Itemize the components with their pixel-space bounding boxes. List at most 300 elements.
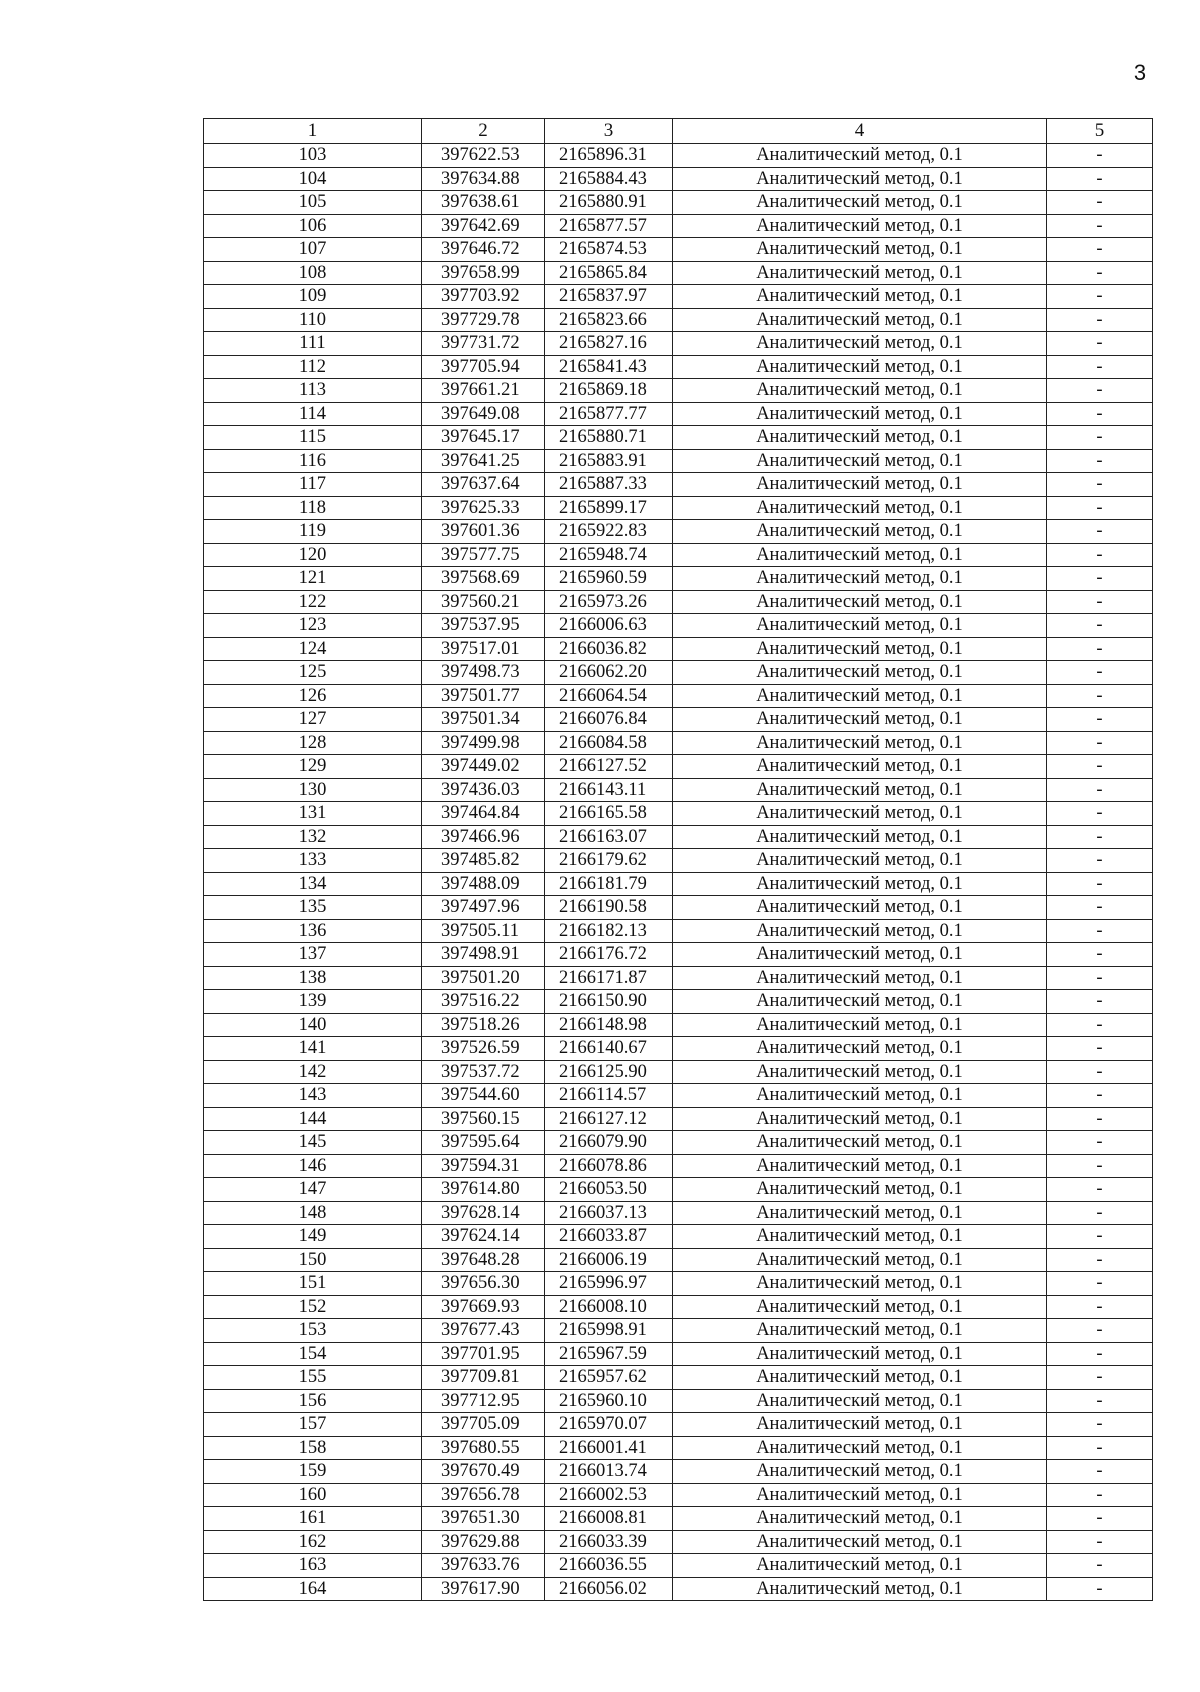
- method-cell: Аналитический метод, 0.1: [673, 214, 1047, 238]
- x-coordinate-cell: 397712.95: [422, 1389, 545, 1413]
- x-coordinate-cell: 397669.93: [422, 1295, 545, 1319]
- x-coordinate-cell: 397594.31: [422, 1154, 545, 1178]
- x-coordinate-cell: 397568.69: [422, 567, 545, 591]
- table-row: [204, 778, 1153, 802]
- y-coordinate-cell: 2166179.62: [545, 849, 673, 873]
- method-cell: Аналитический метод, 0.1: [673, 684, 1047, 708]
- point-number-cell: 132: [204, 825, 422, 849]
- x-coordinate-cell: 397464.84: [422, 802, 545, 826]
- point-number-cell: 125: [204, 661, 422, 685]
- y-coordinate-cell: 2166190.58: [545, 896, 673, 920]
- table-row: [204, 614, 1153, 638]
- empty-value-cell: -: [1047, 167, 1153, 191]
- y-coordinate-cell: 2165967.59: [545, 1342, 673, 1366]
- x-coordinate-cell: 397646.72: [422, 238, 545, 262]
- table-row: [204, 449, 1153, 473]
- empty-value-cell: -: [1047, 191, 1153, 215]
- x-coordinate-cell: 397544.60: [422, 1084, 545, 1108]
- y-coordinate-cell: 2166062.20: [545, 661, 673, 685]
- method-cell: Аналитический метод, 0.1: [673, 896, 1047, 920]
- empty-value-cell: -: [1047, 1037, 1153, 1061]
- table-row: [204, 1366, 1153, 1390]
- empty-value-cell: -: [1047, 285, 1153, 309]
- y-coordinate-cell: 2165970.07: [545, 1413, 673, 1437]
- point-number-cell: 164: [204, 1577, 422, 1601]
- table-row: [204, 708, 1153, 732]
- empty-value-cell: -: [1047, 449, 1153, 473]
- method-cell: Аналитический метод, 0.1: [673, 1460, 1047, 1484]
- method-cell: Аналитический метод, 0.1: [673, 1554, 1047, 1578]
- point-number-cell: 152: [204, 1295, 422, 1319]
- x-coordinate-cell: 397505.11: [422, 919, 545, 943]
- method-cell: Аналитический метод, 0.1: [673, 1389, 1047, 1413]
- y-coordinate-cell: 2165880.91: [545, 191, 673, 215]
- table-row: [204, 1154, 1153, 1178]
- y-coordinate-cell: 2166127.12: [545, 1107, 673, 1131]
- x-coordinate-cell: 397436.03: [422, 778, 545, 802]
- point-number-cell: 104: [204, 167, 422, 191]
- method-cell: Аналитический метод, 0.1: [673, 1413, 1047, 1437]
- table-row: [204, 1483, 1153, 1507]
- table-row: [204, 379, 1153, 403]
- y-coordinate-cell: 2165874.53: [545, 238, 673, 262]
- x-coordinate-cell: 397705.09: [422, 1413, 545, 1437]
- point-number-cell: 150: [204, 1248, 422, 1272]
- x-coordinate-cell: 397501.20: [422, 966, 545, 990]
- y-coordinate-cell: 2166006.63: [545, 614, 673, 638]
- point-number-cell: 147: [204, 1178, 422, 1202]
- method-cell: Аналитический метод, 0.1: [673, 1154, 1047, 1178]
- y-coordinate-cell: 2166002.53: [545, 1483, 673, 1507]
- empty-value-cell: -: [1047, 1060, 1153, 1084]
- y-coordinate-cell: 2166114.57: [545, 1084, 673, 1108]
- y-coordinate-cell: 2166053.50: [545, 1178, 673, 1202]
- empty-value-cell: -: [1047, 1507, 1153, 1531]
- method-cell: Аналитический метод, 0.1: [673, 191, 1047, 215]
- table-row: [204, 426, 1153, 450]
- point-number-cell: 153: [204, 1319, 422, 1343]
- empty-value-cell: -: [1047, 355, 1153, 379]
- point-number-cell: 109: [204, 285, 422, 309]
- point-number-cell: 142: [204, 1060, 422, 1084]
- table-row: [204, 520, 1153, 544]
- empty-value-cell: -: [1047, 332, 1153, 356]
- empty-value-cell: -: [1047, 896, 1153, 920]
- column-header-2: 2: [422, 119, 545, 144]
- table-row: [204, 144, 1153, 168]
- x-coordinate-cell: 397709.81: [422, 1366, 545, 1390]
- method-cell: Аналитический метод, 0.1: [673, 1060, 1047, 1084]
- table-row: [204, 1295, 1153, 1319]
- y-coordinate-cell: 2165998.91: [545, 1319, 673, 1343]
- empty-value-cell: -: [1047, 308, 1153, 332]
- method-cell: Аналитический метод, 0.1: [673, 943, 1047, 967]
- point-number-cell: 105: [204, 191, 422, 215]
- empty-value-cell: -: [1047, 990, 1153, 1014]
- table-row: [204, 1460, 1153, 1484]
- empty-value-cell: -: [1047, 1436, 1153, 1460]
- y-coordinate-cell: 2165865.84: [545, 261, 673, 285]
- x-coordinate-cell: 397537.95: [422, 614, 545, 638]
- y-coordinate-cell: 2166182.13: [545, 919, 673, 943]
- table-row: [204, 1225, 1153, 1249]
- empty-value-cell: -: [1047, 1084, 1153, 1108]
- x-coordinate-cell: 397498.73: [422, 661, 545, 685]
- empty-value-cell: -: [1047, 1295, 1153, 1319]
- point-number-cell: 162: [204, 1530, 422, 1554]
- x-coordinate-cell: 397638.61: [422, 191, 545, 215]
- table-row: [204, 849, 1153, 873]
- table-row: [204, 543, 1153, 567]
- method-cell: Аналитический метод, 0.1: [673, 520, 1047, 544]
- y-coordinate-cell: 2165837.97: [545, 285, 673, 309]
- method-cell: Аналитический метод, 0.1: [673, 496, 1047, 520]
- table-row: [204, 308, 1153, 332]
- method-cell: Аналитический метод, 0.1: [673, 402, 1047, 426]
- empty-value-cell: -: [1047, 731, 1153, 755]
- point-number-cell: 117: [204, 473, 422, 497]
- y-coordinate-cell: 2166079.90: [545, 1131, 673, 1155]
- empty-value-cell: -: [1047, 144, 1153, 168]
- table-row: [204, 755, 1153, 779]
- empty-value-cell: -: [1047, 966, 1153, 990]
- point-number-cell: 140: [204, 1013, 422, 1037]
- method-cell: Аналитический метод, 0.1: [673, 1037, 1047, 1061]
- x-coordinate-cell: 397677.43: [422, 1319, 545, 1343]
- y-coordinate-cell: 2166165.58: [545, 802, 673, 826]
- y-coordinate-cell: 2166078.86: [545, 1154, 673, 1178]
- empty-value-cell: -: [1047, 1201, 1153, 1225]
- x-coordinate-cell: 397501.34: [422, 708, 545, 732]
- method-cell: Аналитический метод, 0.1: [673, 1319, 1047, 1343]
- table-row: [204, 1272, 1153, 1296]
- method-cell: Аналитический метод, 0.1: [673, 614, 1047, 638]
- empty-value-cell: -: [1047, 520, 1153, 544]
- point-number-cell: 157: [204, 1413, 422, 1437]
- y-coordinate-cell: 2166056.02: [545, 1577, 673, 1601]
- table-row: [204, 402, 1153, 426]
- table-row: [204, 825, 1153, 849]
- point-number-cell: 116: [204, 449, 422, 473]
- x-coordinate-cell: 397705.94: [422, 355, 545, 379]
- method-cell: Аналитический метод, 0.1: [673, 919, 1047, 943]
- point-number-cell: 160: [204, 1483, 422, 1507]
- x-coordinate-cell: 397624.14: [422, 1225, 545, 1249]
- method-cell: Аналитический метод, 0.1: [673, 285, 1047, 309]
- x-coordinate-cell: 397498.91: [422, 943, 545, 967]
- x-coordinate-cell: 397731.72: [422, 332, 545, 356]
- method-cell: Аналитический метод, 0.1: [673, 238, 1047, 262]
- x-coordinate-cell: 397518.26: [422, 1013, 545, 1037]
- table-row: [204, 1084, 1153, 1108]
- point-number-cell: 108: [204, 261, 422, 285]
- table-row: [204, 1319, 1153, 1343]
- method-cell: Аналитический метод, 0.1: [673, 426, 1047, 450]
- method-cell: Аналитический метод, 0.1: [673, 1436, 1047, 1460]
- method-cell: Аналитический метод, 0.1: [673, 167, 1047, 191]
- y-coordinate-cell: 2165896.31: [545, 144, 673, 168]
- y-coordinate-cell: 2165884.43: [545, 167, 673, 191]
- empty-value-cell: -: [1047, 1554, 1153, 1578]
- table-row: [204, 214, 1153, 238]
- method-cell: Аналитический метод, 0.1: [673, 379, 1047, 403]
- x-coordinate-cell: 397537.72: [422, 1060, 545, 1084]
- empty-value-cell: -: [1047, 261, 1153, 285]
- method-cell: Аналитический метод, 0.1: [673, 708, 1047, 732]
- method-cell: Аналитический метод, 0.1: [673, 473, 1047, 497]
- method-cell: Аналитический метод, 0.1: [673, 849, 1047, 873]
- x-coordinate-cell: 397641.25: [422, 449, 545, 473]
- table-row: [204, 990, 1153, 1014]
- method-cell: Аналитический метод, 0.1: [673, 332, 1047, 356]
- empty-value-cell: -: [1047, 1107, 1153, 1131]
- table-row: [204, 1389, 1153, 1413]
- x-coordinate-cell: 397645.17: [422, 426, 545, 450]
- point-number-cell: 145: [204, 1131, 422, 1155]
- empty-value-cell: -: [1047, 1342, 1153, 1366]
- x-coordinate-cell: 397526.59: [422, 1037, 545, 1061]
- empty-value-cell: -: [1047, 755, 1153, 779]
- x-coordinate-cell: 397449.02: [422, 755, 545, 779]
- method-cell: Аналитический метод, 0.1: [673, 661, 1047, 685]
- x-coordinate-cell: 397651.30: [422, 1507, 545, 1531]
- coordinates-table: [203, 118, 1153, 1601]
- point-number-cell: 133: [204, 849, 422, 873]
- method-cell: Аналитический метод, 0.1: [673, 1342, 1047, 1366]
- point-number-cell: 123: [204, 614, 422, 638]
- y-coordinate-cell: 2166084.58: [545, 731, 673, 755]
- y-coordinate-cell: 2165877.57: [545, 214, 673, 238]
- x-coordinate-cell: 397703.92: [422, 285, 545, 309]
- empty-value-cell: -: [1047, 919, 1153, 943]
- x-coordinate-cell: 397642.69: [422, 214, 545, 238]
- y-coordinate-cell: 2165841.43: [545, 355, 673, 379]
- method-cell: Аналитический метод, 0.1: [673, 966, 1047, 990]
- method-cell: Аналитический метод, 0.1: [673, 1131, 1047, 1155]
- point-number-cell: 113: [204, 379, 422, 403]
- point-number-cell: 149: [204, 1225, 422, 1249]
- method-cell: Аналитический метод, 0.1: [673, 1507, 1047, 1531]
- table-row: [204, 731, 1153, 755]
- x-coordinate-cell: 397649.08: [422, 402, 545, 426]
- table-row: [204, 966, 1153, 990]
- table-row: [204, 238, 1153, 262]
- y-coordinate-cell: 2166076.84: [545, 708, 673, 732]
- x-coordinate-cell: 397485.82: [422, 849, 545, 873]
- point-number-cell: 130: [204, 778, 422, 802]
- x-coordinate-cell: 397648.28: [422, 1248, 545, 1272]
- point-number-cell: 128: [204, 731, 422, 755]
- y-coordinate-cell: 2165823.66: [545, 308, 673, 332]
- point-number-cell: 120: [204, 543, 422, 567]
- x-coordinate-cell: 397680.55: [422, 1436, 545, 1460]
- empty-value-cell: -: [1047, 614, 1153, 638]
- y-coordinate-cell: 2166163.07: [545, 825, 673, 849]
- y-coordinate-cell: 2166013.74: [545, 1460, 673, 1484]
- point-number-cell: 155: [204, 1366, 422, 1390]
- empty-value-cell: -: [1047, 1413, 1153, 1437]
- y-coordinate-cell: 2166006.19: [545, 1248, 673, 1272]
- empty-value-cell: -: [1047, 849, 1153, 873]
- y-coordinate-cell: 2166037.13: [545, 1201, 673, 1225]
- table-row: [204, 637, 1153, 661]
- empty-value-cell: -: [1047, 1154, 1153, 1178]
- empty-value-cell: -: [1047, 1248, 1153, 1272]
- x-coordinate-cell: 397560.21: [422, 590, 545, 614]
- table-row: [204, 1342, 1153, 1366]
- method-cell: Аналитический метод, 0.1: [673, 1530, 1047, 1554]
- empty-value-cell: -: [1047, 1389, 1153, 1413]
- point-number-cell: 163: [204, 1554, 422, 1578]
- point-number-cell: 115: [204, 426, 422, 450]
- x-coordinate-cell: 397497.96: [422, 896, 545, 920]
- table-row: [204, 943, 1153, 967]
- x-coordinate-cell: 397637.64: [422, 473, 545, 497]
- x-coordinate-cell: 397670.49: [422, 1460, 545, 1484]
- method-cell: Аналитический метод, 0.1: [673, 355, 1047, 379]
- x-coordinate-cell: 397656.78: [422, 1483, 545, 1507]
- method-cell: Аналитический метод, 0.1: [673, 755, 1047, 779]
- x-coordinate-cell: 397622.53: [422, 144, 545, 168]
- empty-value-cell: -: [1047, 1319, 1153, 1343]
- method-cell: Аналитический метод, 0.1: [673, 1107, 1047, 1131]
- empty-value-cell: -: [1047, 1577, 1153, 1601]
- table-row: [204, 355, 1153, 379]
- y-coordinate-cell: 2166064.54: [545, 684, 673, 708]
- table-row: [204, 496, 1153, 520]
- x-coordinate-cell: 397488.09: [422, 872, 545, 896]
- point-number-cell: 129: [204, 755, 422, 779]
- page-number: 3: [1133, 60, 1147, 85]
- y-coordinate-cell: 2166181.79: [545, 872, 673, 896]
- method-cell: Аналитический метод, 0.1: [673, 1084, 1047, 1108]
- x-coordinate-cell: 397633.76: [422, 1554, 545, 1578]
- point-number-cell: 118: [204, 496, 422, 520]
- empty-value-cell: -: [1047, 708, 1153, 732]
- method-cell: Аналитический метод, 0.1: [673, 731, 1047, 755]
- x-coordinate-cell: 397628.14: [422, 1201, 545, 1225]
- y-coordinate-cell: 2166148.98: [545, 1013, 673, 1037]
- column-header-5: 5: [1047, 119, 1153, 144]
- table-row: [204, 1530, 1153, 1554]
- point-number-cell: 126: [204, 684, 422, 708]
- empty-value-cell: -: [1047, 684, 1153, 708]
- method-cell: Аналитический метод, 0.1: [673, 825, 1047, 849]
- point-number-cell: 131: [204, 802, 422, 826]
- empty-value-cell: -: [1047, 543, 1153, 567]
- method-cell: Аналитический метод, 0.1: [673, 1225, 1047, 1249]
- point-number-cell: 148: [204, 1201, 422, 1225]
- method-cell: Аналитический метод, 0.1: [673, 1248, 1047, 1272]
- empty-value-cell: -: [1047, 802, 1153, 826]
- point-number-cell: 158: [204, 1436, 422, 1460]
- y-coordinate-cell: 2165948.74: [545, 543, 673, 567]
- y-coordinate-cell: 2166008.81: [545, 1507, 673, 1531]
- table-row: [204, 1577, 1153, 1601]
- method-cell: Аналитический метод, 0.1: [673, 1295, 1047, 1319]
- table-row: [204, 684, 1153, 708]
- y-coordinate-cell: 2165973.26: [545, 590, 673, 614]
- method-cell: Аналитический метод, 0.1: [673, 1272, 1047, 1296]
- y-coordinate-cell: 2165877.77: [545, 402, 673, 426]
- point-number-cell: 111: [204, 332, 422, 356]
- y-coordinate-cell: 2165869.18: [545, 379, 673, 403]
- method-cell: Аналитический метод, 0.1: [673, 1178, 1047, 1202]
- point-number-cell: 159: [204, 1460, 422, 1484]
- empty-value-cell: -: [1047, 402, 1153, 426]
- point-number-cell: 154: [204, 1342, 422, 1366]
- y-coordinate-cell: 2166127.52: [545, 755, 673, 779]
- point-number-cell: 112: [204, 355, 422, 379]
- x-coordinate-cell: 397577.75: [422, 543, 545, 567]
- x-coordinate-cell: 397729.78: [422, 308, 545, 332]
- table-body: [204, 144, 1153, 1601]
- empty-value-cell: -: [1047, 872, 1153, 896]
- method-cell: Аналитический метод, 0.1: [673, 590, 1047, 614]
- method-cell: Аналитический метод, 0.1: [673, 1201, 1047, 1225]
- x-coordinate-cell: 397466.96: [422, 825, 545, 849]
- point-number-cell: 143: [204, 1084, 422, 1108]
- point-number-cell: 103: [204, 144, 422, 168]
- empty-value-cell: -: [1047, 567, 1153, 591]
- table-row: [204, 1413, 1153, 1437]
- x-coordinate-cell: 397601.36: [422, 520, 545, 544]
- empty-value-cell: -: [1047, 778, 1153, 802]
- table-row: [204, 1554, 1153, 1578]
- point-number-cell: 135: [204, 896, 422, 920]
- method-cell: Аналитический метод, 0.1: [673, 144, 1047, 168]
- x-coordinate-cell: 397560.15: [422, 1107, 545, 1131]
- method-cell: Аналитический метод, 0.1: [673, 872, 1047, 896]
- y-coordinate-cell: 2166008.10: [545, 1295, 673, 1319]
- method-cell: Аналитический метод, 0.1: [673, 567, 1047, 591]
- method-cell: Аналитический метод, 0.1: [673, 778, 1047, 802]
- table-row: [204, 1107, 1153, 1131]
- point-number-cell: 139: [204, 990, 422, 1014]
- table-row: [204, 567, 1153, 591]
- y-coordinate-cell: 2165922.83: [545, 520, 673, 544]
- x-coordinate-cell: 397617.90: [422, 1577, 545, 1601]
- method-cell: Аналитический метод, 0.1: [673, 449, 1047, 473]
- y-coordinate-cell: 2166001.41: [545, 1436, 673, 1460]
- table-row: [204, 473, 1153, 497]
- method-cell: Аналитический метод, 0.1: [673, 543, 1047, 567]
- point-number-cell: 119: [204, 520, 422, 544]
- y-coordinate-cell: 2166150.90: [545, 990, 673, 1014]
- table-row: [204, 285, 1153, 309]
- x-coordinate-cell: 397701.95: [422, 1342, 545, 1366]
- table-row: [204, 1178, 1153, 1202]
- table-row: [204, 1248, 1153, 1272]
- point-number-cell: 138: [204, 966, 422, 990]
- point-number-cell: 110: [204, 308, 422, 332]
- x-coordinate-cell: 397625.33: [422, 496, 545, 520]
- y-coordinate-cell: 2165827.16: [545, 332, 673, 356]
- table-row: [204, 1060, 1153, 1084]
- y-coordinate-cell: 2165957.62: [545, 1366, 673, 1390]
- empty-value-cell: -: [1047, 1013, 1153, 1037]
- empty-value-cell: -: [1047, 214, 1153, 238]
- empty-value-cell: -: [1047, 379, 1153, 403]
- x-coordinate-cell: 397658.99: [422, 261, 545, 285]
- y-coordinate-cell: 2166176.72: [545, 943, 673, 967]
- point-number-cell: 156: [204, 1389, 422, 1413]
- empty-value-cell: -: [1047, 1225, 1153, 1249]
- point-number-cell: 134: [204, 872, 422, 896]
- table-row: [204, 872, 1153, 896]
- empty-value-cell: -: [1047, 426, 1153, 450]
- y-coordinate-cell: 2165899.17: [545, 496, 673, 520]
